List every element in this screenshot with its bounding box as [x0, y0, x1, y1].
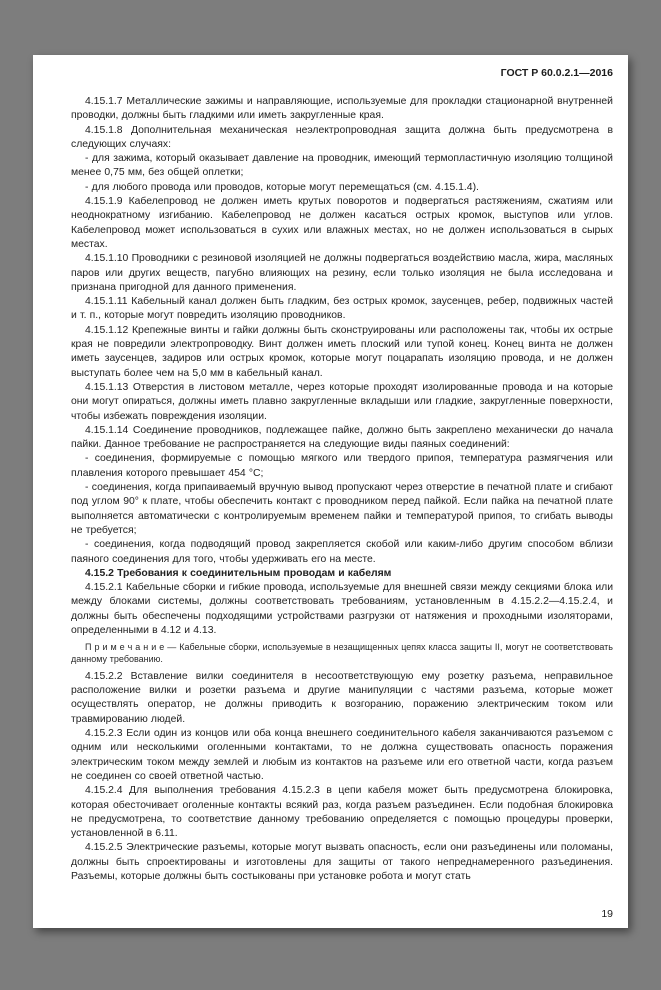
- paragraph: 4.15.1.11 Кабельный канал должен быть гладким, без острых кромок, заусенцев, ребер, подвижных частей и т. п., которые могут повредить изоляцию проводников.: [71, 296, 613, 322]
- list-item: - соединения, когда подводящий провод закрепляется скобой или каким-либо другим способом вблизи паяного соединения для того, чтобы удерживать его на месте.: [71, 539, 613, 565]
- paragraph: 4.15.2.1 Кабельные сборки и гибкие провода, используемые для внешней связи между секциями блока или между блоками системы, должны соответствовать требованиям, установленным в 4.15.2.2—4.15.2.4, и должны быть обеспечены подходящими устройствами разгрузки от натяжения и проходными изоляторами, определенными в 4.12 и 4.13.: [71, 582, 613, 636]
- viewer-background: [0, 55, 661, 928]
- paragraph: 4.15.1.9 Кабелепровод не должен иметь крутых поворотов и подвергаться растяжениям, сжатиям или неоднократному изгибанию. Кабелепровод не должен касаться острых кромок, выступов или углов. Кабелепровод может использоваться в сухих или влажных местах, но не должен использоваться в сырых местах.: [71, 196, 613, 250]
- paragraph: 4.15.1.14 Соединение проводников, подлежащее пайке, должно быть закреплено механически до начала пайки. Данное требование не распространяется на следующие виды паяных соединений:: [71, 424, 613, 451]
- paragraph: 4.15.1.7 Металлические зажимы и направляющие, используемые для прокладки стационарной внутренней проводки, должны быть гладкими или иметь закругленные края.: [71, 96, 613, 122]
- note-paragraph: П р и м е ч а н и е — Кабельные сборки, используемые в незащищенных цепях класса защиты II, могут не соответствовать данному требованию.: [71, 642, 613, 665]
- paragraph: 4.15.1.13 Отверстия в листовом металле, через которые проходят изолированные провода и на которые они могут опираться, должны иметь плавно закругленные вкладыши или гладкие, закругленные поверхности, чтобы избежать повреждения изоляции.: [71, 381, 613, 422]
- list-item: - для любого провода или проводов, которые могут перемещаться (см. 4.15.1.4).: [85, 181, 479, 193]
- paragraph: 4.15.1.8 Дополнительная механическая неэлектропроводная защита должна быть предусмотрена в следующих случаях:: [71, 124, 613, 150]
- screenshot-root: [0, 55, 661, 990]
- list-item: - соединения, формируемые с помощью мягкого или твердого припоя, температура размягчения или плавления которого превышает 454 °С;: [71, 453, 613, 479]
- paragraph: 4.15.2.2 Вставление вилки соединителя в несоответствующую ему розетку разъема, неправильное расположение вилки и розетки разъема и другие манипуляции с частями разъема, которые может осуществлять оператор, не должны приводить к возгоранию, поражению электрическим током или травмированию людей.: [71, 670, 613, 725]
- section-heading: 4.15.2 Требования к соединительным проводам и кабелям: [85, 567, 392, 579]
- paragraph: 4.15.1.10 Проводники с резиновой изоляцией не должны подвергаться воздействию масла, жира, масляных паров или других веществ, пагубно влияющих на резину, если только изоляция не была исследована и признана пригодной для данного применения.: [71, 253, 613, 293]
- list-item: - для зажима, который оказывает давление на проводник, имеющий термопластичную изоляцию толщиной менее 0,75 мм, без общей оплетки;: [71, 153, 613, 179]
- document-page: [33, 55, 628, 928]
- paragraph: 4.15.2.3 Если один из концов или оба конца внешнего соединительного кабеля заканчиваются разъемом с одним или несколькими оголенными контактами, то не должна существовать опасность поражения электрическим током между землей и любым из контактов на разъеме или его ответной части, когда разъем не соединен со своей ответной частью.: [71, 728, 613, 782]
- document-body: [71, 95, 613, 884]
- paragraph: 4.15.2.4 Для выполнения требования 4.15.2.3 в цепи кабеля может быть предусмотрена блокировка, которая обесточивает оголенные контакты всякий раз, когда разъем разъединен. Если подобная блокировка не предусмотрена, то соответствие данному требованию определяется с помощью процедуры проверки, установленной в 6.11.: [71, 785, 613, 840]
- paragraph: 4.15.2.5 Электрические разъемы, которые могут вызвать опасность, если они разъединены или поломаны, должны быть спроектированы и изготовлены для защиты от такого непреднамеренного разъединения. Разъемы, которые должны быть состыкованы при установке робота и могут стать: [71, 842, 613, 883]
- document-header: ГОСТ Р 60.0.2.1—2016: [500, 67, 613, 79]
- list-item: - соединения, когда припаиваемый вручную вывод пропускают через отверстие в печатной плате и сгибают под углом 90° к плате, чтобы обеспечить контакт с проводником перед пайкой. Если пайка на печатной плате выполняется автоматически с контролируемым временем пайки и температурой припоя, то сгибать выводы не требуется;: [71, 482, 613, 536]
- page-number: 19: [601, 908, 613, 920]
- paragraph: 4.15.1.12 Крепежные винты и гайки должны быть сконструированы или расположены так, чтобы их острые края не повредили электропроводку. Винт должен иметь плоский или тупой конец. Конец винта не должен иметь заусенцев, задиров или острых кромок, которые могут поцарапать изоляцию провода, и не должен выступать более чем на 5,0 мм в кабельный канал.: [71, 324, 613, 379]
